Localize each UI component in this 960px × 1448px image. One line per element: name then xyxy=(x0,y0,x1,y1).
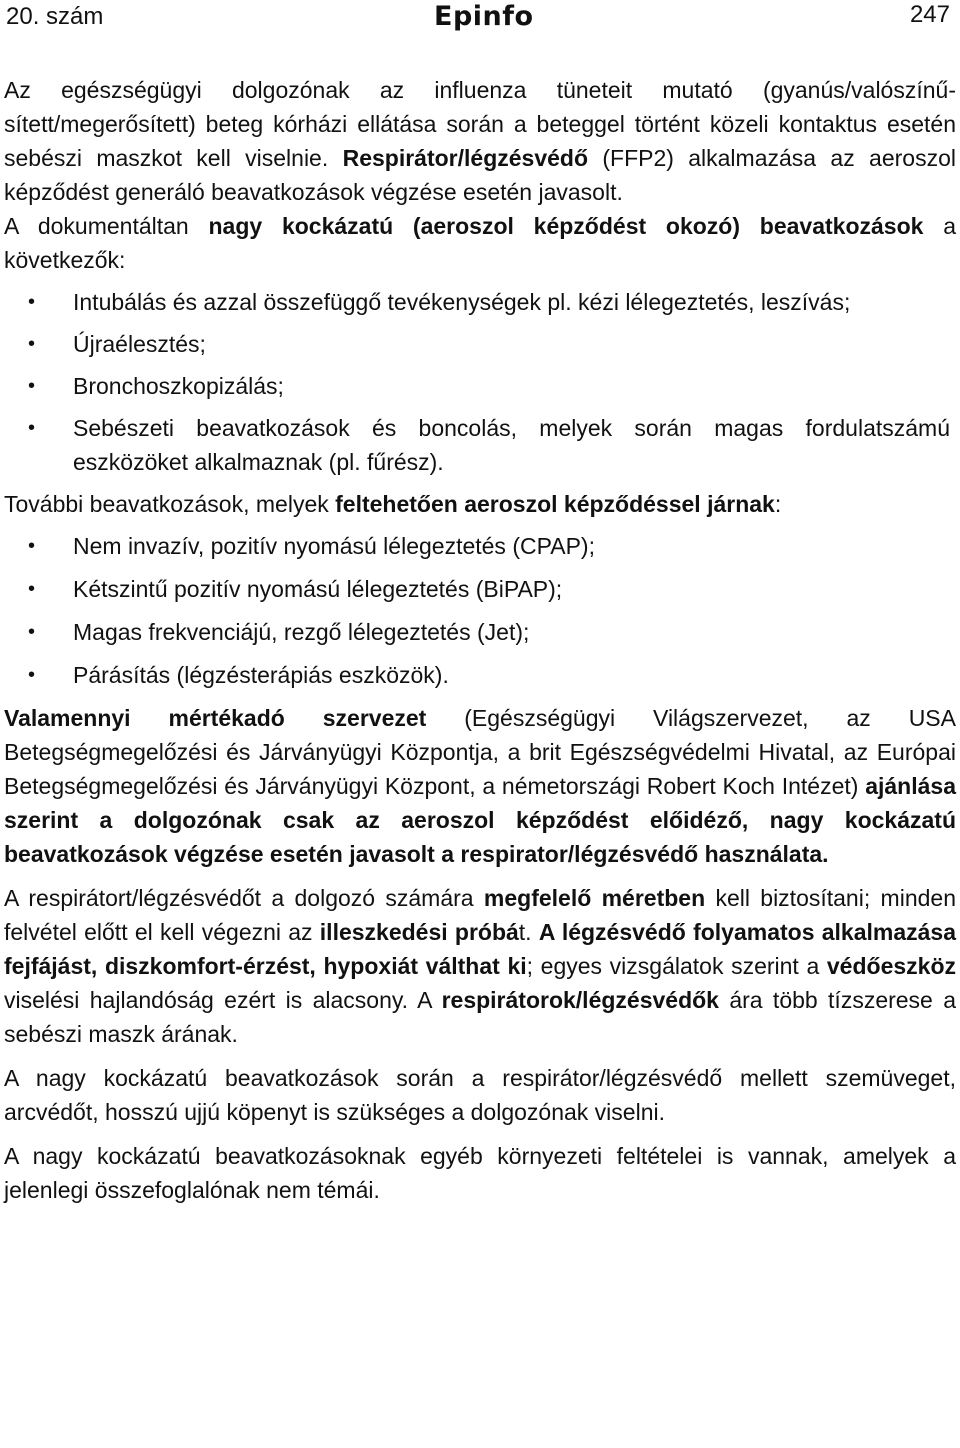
paragraph-text: További beavatkozások, melyek xyxy=(4,491,336,517)
paragraph-text: ; egyes vizsgálatok szerint a xyxy=(526,953,827,979)
paragraph-emphasis: Valamennyi mértékadó szervezet xyxy=(4,705,427,731)
list-item: • Magas frekvenciájú, rezgő lélegeztetés (Jet); xyxy=(4,615,956,649)
high-risk-procedures-list xyxy=(4,285,956,479)
paragraph-emphasis: nagy kockázatú (aeroszol képződést okozó) beavatkozások xyxy=(208,213,924,239)
possible-aerosol-procedures-list xyxy=(4,529,956,692)
list-item: • Nem invazív, pozitív nyomású lélegeztetés (CPAP); xyxy=(4,529,956,563)
paragraph-protective-equipment: A nagy kockázatú beavatkozások során a respirátor/légzésvédő mellett szemüveget, arcvédőt, hosszú ujjú köpenyt is szükséges a dolgozónak viselni. xyxy=(4,1065,956,1125)
paragraph-respirator-fit xyxy=(4,881,956,1051)
paragraph-text: ára több tízszerese a sebészi maszk árának. xyxy=(4,987,956,1047)
issue-number: 20. szám xyxy=(6,3,104,30)
paragraph-high-risk-intro xyxy=(4,209,956,277)
page-number: 247 xyxy=(909,1,950,28)
paragraph-emphasis: illeszkedési próbá xyxy=(319,919,519,945)
list-item: • Intubálás és azzal összefüggő tevékenységek pl. kézi lélegeztetés, leszívás; xyxy=(4,285,956,319)
paragraph-text: a következők: xyxy=(4,213,956,273)
list-item: • Sebészeti beavatkozások és boncolás, melyek során magas fordulatszámú eszközöket alkalmaznak (pl. fűrész). xyxy=(4,411,956,479)
paragraph-emphasis: A légzésvédő folyamatos alkalmazása fejfájást, diszkomfort-érzést, hypoxiát válthat ki xyxy=(4,919,957,979)
paragraph-surgical-mask xyxy=(4,73,956,209)
paragraph-text: kell biztosítani; minden felvétel előtt el kell végezni az xyxy=(4,885,956,945)
page-header xyxy=(4,0,956,40)
paragraph-emphasis: feltehetően aeroszol képződéssel járnak xyxy=(335,491,775,517)
list-item: • Párásítás (légzésterápiás eszközök). xyxy=(4,658,956,692)
paragraph-emphasis: megfelelő méretben xyxy=(483,885,706,911)
paragraph-emphasis: Respirátor/légzésvédő xyxy=(342,145,589,171)
paragraph-text: t. xyxy=(518,919,539,945)
list-item: • Újraélesztés; xyxy=(4,327,956,361)
paragraph-text: A respirátort/légzésvédőt a dolgozó számára xyxy=(4,885,484,911)
paragraph-emphasis: ajánlása szerint a dolgozónak csak az aeroszol képződést előidéző, nagy kockázatú beavatkozások végzése esetén javasolt a respirator/légzésvédő használata. xyxy=(4,773,956,867)
list-item: • Kétszintű pozitív nyomású lélegeztetés (BiPAP); xyxy=(4,572,956,606)
paragraph-text: (FFP2) alkalmazása az aeroszol képződést generáló beavatkozások végzése esetén javasolt. xyxy=(4,145,956,205)
paragraph-text: Az egészségügyi dolgozónak az influenza tüneteit mutató (gyanús/valószínűsített/megerősített) beteg kórházi ellátása során a beteggel történt közeli kontaktus esetén sebészi maszkot kell viselnie. xyxy=(4,77,956,171)
paragraph-text: A dokumentáltan xyxy=(4,213,209,239)
epinfo-logo: Epinfo xyxy=(434,1,534,32)
paragraph-emphasis: respirátorok/légzésvédők xyxy=(441,987,719,1013)
paragraph-text: viselési hajlandóság ezért is alacsony. A xyxy=(4,987,442,1013)
paragraph-emphasis: védőeszköz xyxy=(826,953,956,979)
paragraph-possible-aerosol-intro xyxy=(4,487,956,521)
paragraph-recommendation xyxy=(4,701,956,871)
paragraph-text: : xyxy=(774,491,782,517)
paragraph-other-conditions: A nagy kockázatú beavatkozásoknak egyéb környezeti feltételei is vannak, amelyek a jelenlegi összefoglalónak nem témái. xyxy=(4,1143,956,1203)
paragraph-text: (Egészségügyi Világszervezet, az USA Betegségmegelőzési és Járványügyi Központja, a brit Egészségvédelmi Hivatal, az Európai Betegségmegelőzési és Járványügyi Központ, a németországi Robert Koch Intézet) xyxy=(4,705,956,799)
list-item: • Bronchoszkopizálás; xyxy=(4,369,956,403)
